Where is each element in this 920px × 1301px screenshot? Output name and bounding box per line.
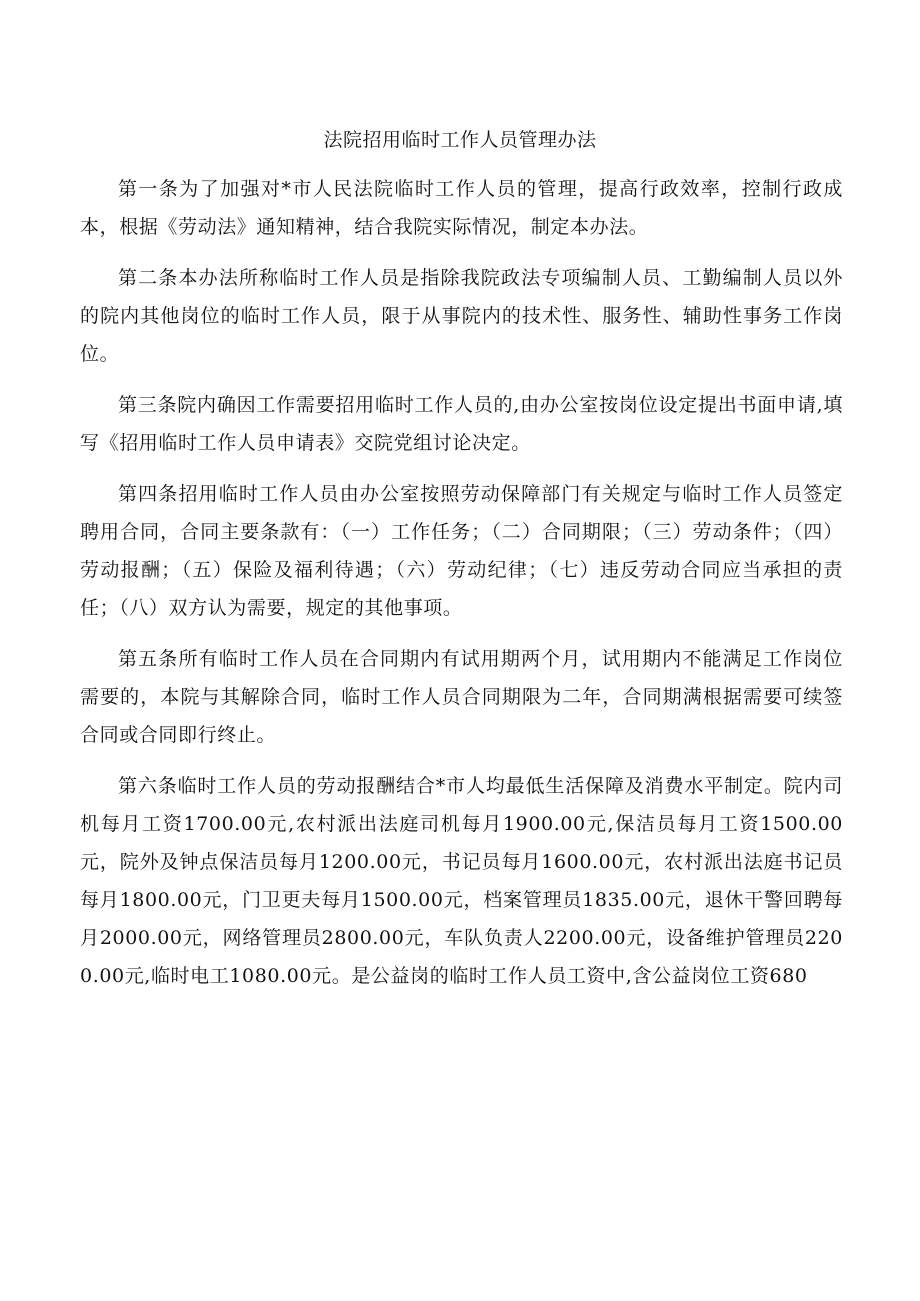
article-3-paragraph: 第三条院内确因工作需要招用临时工作人员的,由办公室按岗位设定提出书面申请,填写《招用临时工作人员申请表》交院党组讨论决定。 — [80, 394, 843, 454]
article-2-paragraph: 第二条本办法所称临时工作人员是指除我院政法专项编制人员、工勤编制人员以外的院内其他岗位的临时工作人员，限于从事院内的技术性、服务性、辅助性事务工作岗位。 — [80, 267, 843, 365]
document-body — [80, 170, 843, 1008]
article-5-paragraph: 第五条所有临时工作人员在合同期内有试用期两个月，试用期内不能满足工作岗位需要的，本院与其解除合同，临时工作人员合同期限为二年，合同期满根据需要可续签合同或合同即行终止。 — [80, 648, 843, 746]
article-4-paragraph: 第四条招用临时工作人员由办公室按照劳动保障部门有关规定与临时工作人员签定聘用合同，合同主要条款有：（一）工作任务；（二）合同期限；（三）劳动条件；（四）劳动报酬；（五）保险及福利待遇；（六）劳动纪律；（七）违反劳动合同应当承担的责任；（八）双方认为需要，规定的其他事项。 — [80, 483, 843, 619]
article-1-paragraph: 第一条为了加强对*市人民法院临时工作人员的管理，提高行政效率，控制行政成本，根据《劳动法》通知精神，结合我院实际情况，制定本办法。 — [80, 178, 843, 238]
article-6-paragraph: 第六条临时工作人员的劳动报酬结合*市人均最低生活保障及消费水平制定。院内司机每月工资1700.00元,农村派出法庭司机每月1900.00元,保洁员每月工资1500.00元，院外及钟点保洁员每月1200.00元，书记员每月1600.00元，农村派出法庭书记员每月1800.00元，门卫更夫每月1500.00元，档案管理员1835.00元，退休干警回聘每月2000.00元，网络管理员2800.00元，车队负责人2200.00元，设备维护管理员2200.00元,临时电工1080.00元。是公益岗的临时工作人员工资中,含公益岗位工资680 — [80, 775, 843, 987]
document-title: 法院招用临时工作人员管理办法 — [323, 129, 597, 151]
